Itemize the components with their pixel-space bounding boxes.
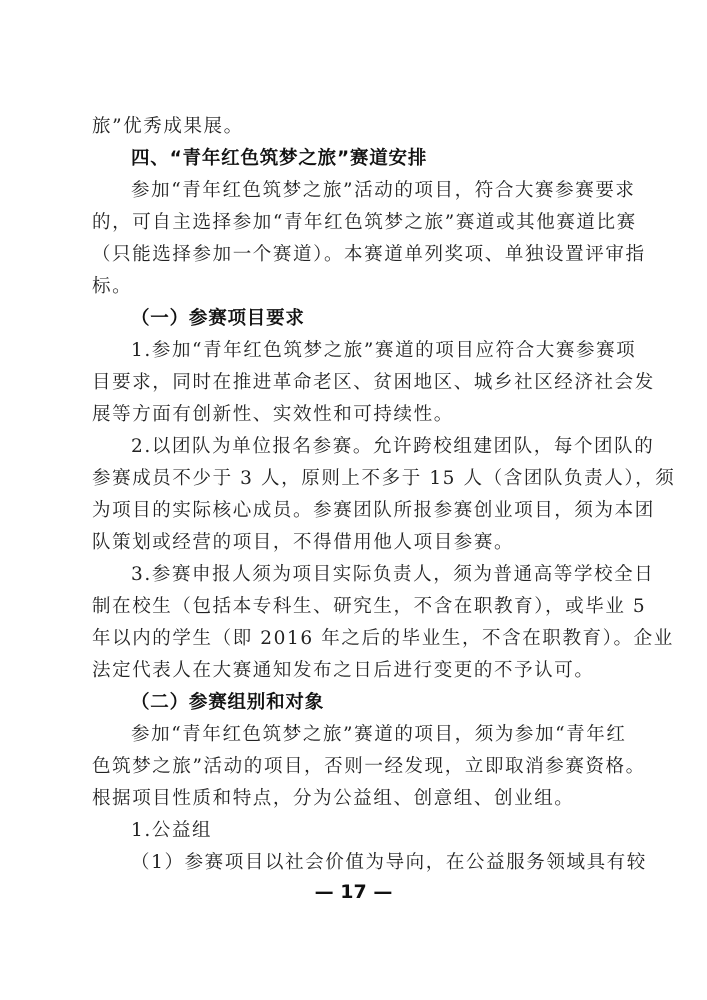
paragraph-line: 参加“青年红色筑梦之旅”赛道的项目，须为参加“青年红 (131, 724, 627, 745)
paragraph-line: 展等方面有创新性、实效性和可持续性。 (92, 404, 454, 425)
paragraph-line: 制在校生（包括本专科生、研究生，不含在职教育），或毕业 5 (92, 596, 647, 617)
paragraph-line: 年以内的学生（即 2016 年之后的毕业生，不含在职教育）。企业 (92, 628, 674, 649)
paragraph-line: 色筑梦之旅”活动的项目，否则一经发现，立即取消参赛资格。 (92, 756, 646, 777)
paragraph-line: 参加“青年红色筑梦之旅”活动的项目，符合大赛参赛要求 (131, 180, 636, 201)
paragraph-line: 目要求，同时在推进革命老区、贫困地区、城乡社区经济社会发 (92, 372, 655, 393)
paragraph-line: 的，可自主选择参加“青年红色筑梦之旅”赛道或其他赛道比赛 (92, 212, 637, 233)
section-heading-4: 四、“青年红色筑梦之旅”赛道安排 (131, 148, 428, 169)
paragraph-line: 标。 (92, 276, 133, 297)
paragraph-line: 3.参赛申报人须为项目实际负责人，须为普通高等学校全日 (131, 564, 655, 585)
page-number: — 17 — (314, 881, 393, 903)
paragraph-line: 参赛成员不少于 3 人，原则上不多于 15 人（含团队负责人），须 (92, 468, 676, 489)
paragraph-line: （1）参赛项目以社会价值为导向，在公益服务领域具有较 (131, 852, 647, 873)
subsection-heading-1: （一）参赛项目要求 (131, 308, 305, 329)
paragraph-line: 2.以团队为单位报名参赛。允许跨校组建团队，每个团队的 (131, 436, 655, 457)
list-item-heading: 1.公益组 (131, 820, 213, 841)
paragraph-line: 队策划或经营的项目，不得借用他人项目参赛。 (92, 532, 515, 553)
paragraph-line: 1.参加“青年红色筑梦之旅”赛道的项目应符合大赛参赛项 (131, 340, 637, 361)
paragraph-line: 为项目的实际核心成员。参赛团队所报参赛创业项目，须为本团 (92, 500, 655, 521)
paragraph-line: （只能选择参加一个赛道）。本赛道单列奖项、单独设置评审指 (92, 244, 646, 265)
paragraph-line: 法定代表人在大赛通知发布之日后进行变更的不予认可。 (92, 660, 595, 681)
paragraph-line: 根据项目性质和特点，分为公益组、创意组、创业组。 (92, 788, 575, 809)
subsection-heading-2: （二）参赛组别和对象 (131, 692, 325, 713)
paragraph-line-1-continuation: 旅”优秀成果展。 (92, 116, 244, 137)
